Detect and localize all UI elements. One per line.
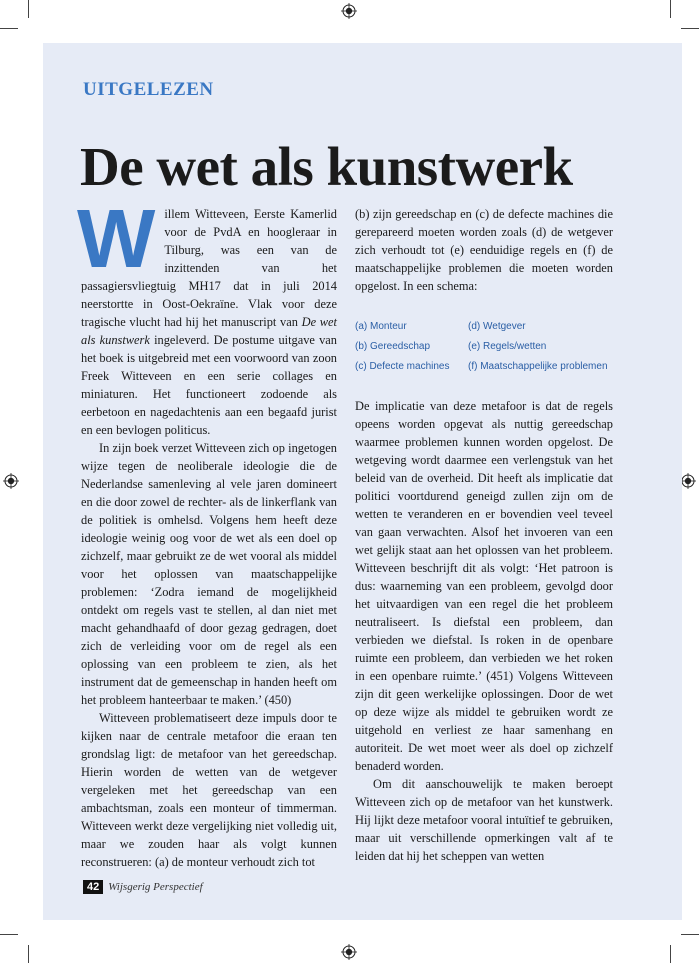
schema-cell: (a) Monteur — [355, 321, 407, 332]
text-column-right — [355, 205, 613, 865]
text-column-left — [77, 192, 337, 871]
registration-mark-icon — [3, 473, 19, 489]
page-footer — [83, 880, 203, 894]
schema-row — [355, 337, 613, 357]
paragraph: Om dit aanschouwelijk te maken beroept Witteveen zich op de metafoor van het kunstwerk. Hij lijkt deze metafoor vooral intuïtief te gebruiken, maar uit verschillende opmerkingen valt af te leiden dat hij het scheppen van wetten — [355, 777, 613, 863]
crop-mark-top-left-h — [0, 28, 18, 29]
schema-cell: (c) Defecte machines — [355, 361, 450, 372]
intro-text-end: ingeleverd. De postume uitgave van het boek is uitgebreid met een voorwoord van zoon Freek Witteveen en een serie collages en miniaturen. Het functioneert zodoende als eerbetoon en nagedachtenis aan een begaafd jurist en een bevlogen politicus. — [81, 333, 337, 437]
drop-cap: W — [77, 192, 156, 285]
paragraph: (b) zijn gereedschap en (c) de defecte machines die gerepareerd moeten worden zoals (d) de wetgever zich verhoudt tot (e) eenduidige regels en (f) de maatschappelijke problemen die moeten worden opgelost. In een schema: — [355, 207, 613, 293]
registration-mark-icon — [341, 944, 357, 960]
section-label: UITGELEZEN — [83, 79, 214, 100]
page-number: 42 — [83, 880, 103, 894]
schema-cell: (e) Regels/wetten — [468, 341, 547, 352]
paragraph: De implicatie van deze metafoor is dat de regels opeens worden opgevat als nuttig gereedschap waarmee problemen kunnen worden opgelost. De wetgeving wordt daarmee een verlengstuk van het beleid van de overheid. Dit heeft als implicatie dat politici voortdurend geneigd zullen zijn om de wetten te veranderen en er bovendien veel teveel van gaan verwachten. Alsof het invoeren van een wet gelijk staat aan het oplossen van het probleem. Witteveen beschrijft dit als volgt: ‘Het patroon is dus: waarneming van een probleem, gevolgd door het uitvaardigen van een regel die het probleem neutraliseert. Is diefstal een probleem, dan verbieden we diefstal. Is roken in de openbare ruimte een probleem, dan verbieden we het roken in een openbare ruimte.’ (451) Volgens Witteveen zijn dit geen werkelijke oplossingen. Door de wet op deze wijze als middel te gebruiken wordt ze uitgehold en verliest ze haar samenhang en autoriteit. De wet moet weer als doel op zichzelf benaderd worden. — [355, 399, 613, 773]
crop-mark-bottom-left-h — [0, 934, 18, 935]
crop-mark-top-right-h — [681, 28, 699, 29]
crop-mark-top-left-v — [28, 0, 29, 18]
book-title: De wet als kunstwerk — [81, 315, 337, 347]
metaphor-schema — [355, 317, 613, 377]
crop-mark-bottom-right-v — [670, 945, 671, 963]
paragraph: In zijn boek verzet Witteveen zich op ingetogen wijze tegen de neoliberale ideologie die de Nederlandse samenleving al vele jaren domineert en die door zowel de rechter- als de linkerflank van de politiek is omhelsd. Volgens hem heeft deze ideologie weinig oog voor de wet als een doel op zichzelf, maar gebruikt ze de wet vooral als middel voor het oplossen van maatschappelijke problemen: ‘Zodra iemand de mogelijkheid ontdekt om regels vast te stellen, al dan niet met macht gehandhaafd of door gezag gedragen, doet zich de verleiding voor om de regel als een oplossing van een probleem te zien, als het instrument dat de gemeenschap in handen heeft om het probleem hanteerbaar te maken.’ (450) — [81, 441, 337, 707]
article-title: De wet als kunstwerk — [80, 136, 573, 197]
crop-mark-top-right-v — [670, 0, 671, 18]
schema-cell: (d) Wetgever — [468, 321, 526, 332]
journal-name: Wijsgerig Perspectief — [108, 881, 203, 893]
registration-mark-icon — [680, 473, 696, 489]
schema-row — [355, 317, 613, 337]
registration-mark-icon — [341, 3, 357, 19]
paragraph: Witteveen problematiseert deze impuls door te kijken naar de centrale metafoor die eraan ten grondslag ligt: de metafoor van het gereedschap. Hierin worden de wetten van de wetgever vergeleken met het gereedschap van een ambachtsman, zoals een monteur of timmerman. Witteveen werkt deze vergelijking niet volledig uit, maar we zouden haar als volgt kunnen reconstrueren: (a) de monteur verhoudt zich tot — [81, 711, 337, 869]
schema-cell: (b) Gereedschap — [355, 341, 431, 352]
crop-mark-bottom-right-h — [681, 934, 699, 935]
crop-mark-bottom-left-v — [28, 945, 29, 963]
schema-cell: (f) Maatschappelijke problemen — [468, 361, 608, 372]
schema-row — [355, 357, 613, 377]
intro-text-start: illem Witteveen, Eerste Kamerlid voor de PvdA en hoogleraar in Tilburg, was een van de inzittenden van het passagiersvliegtuig MH17 dat in juli 2014 neerstortte in Oost-Oekraïne. Vlak voor deze tragische vlucht had hij het manuscript van — [81, 207, 337, 329]
paragraph-intro — [77, 192, 337, 439]
